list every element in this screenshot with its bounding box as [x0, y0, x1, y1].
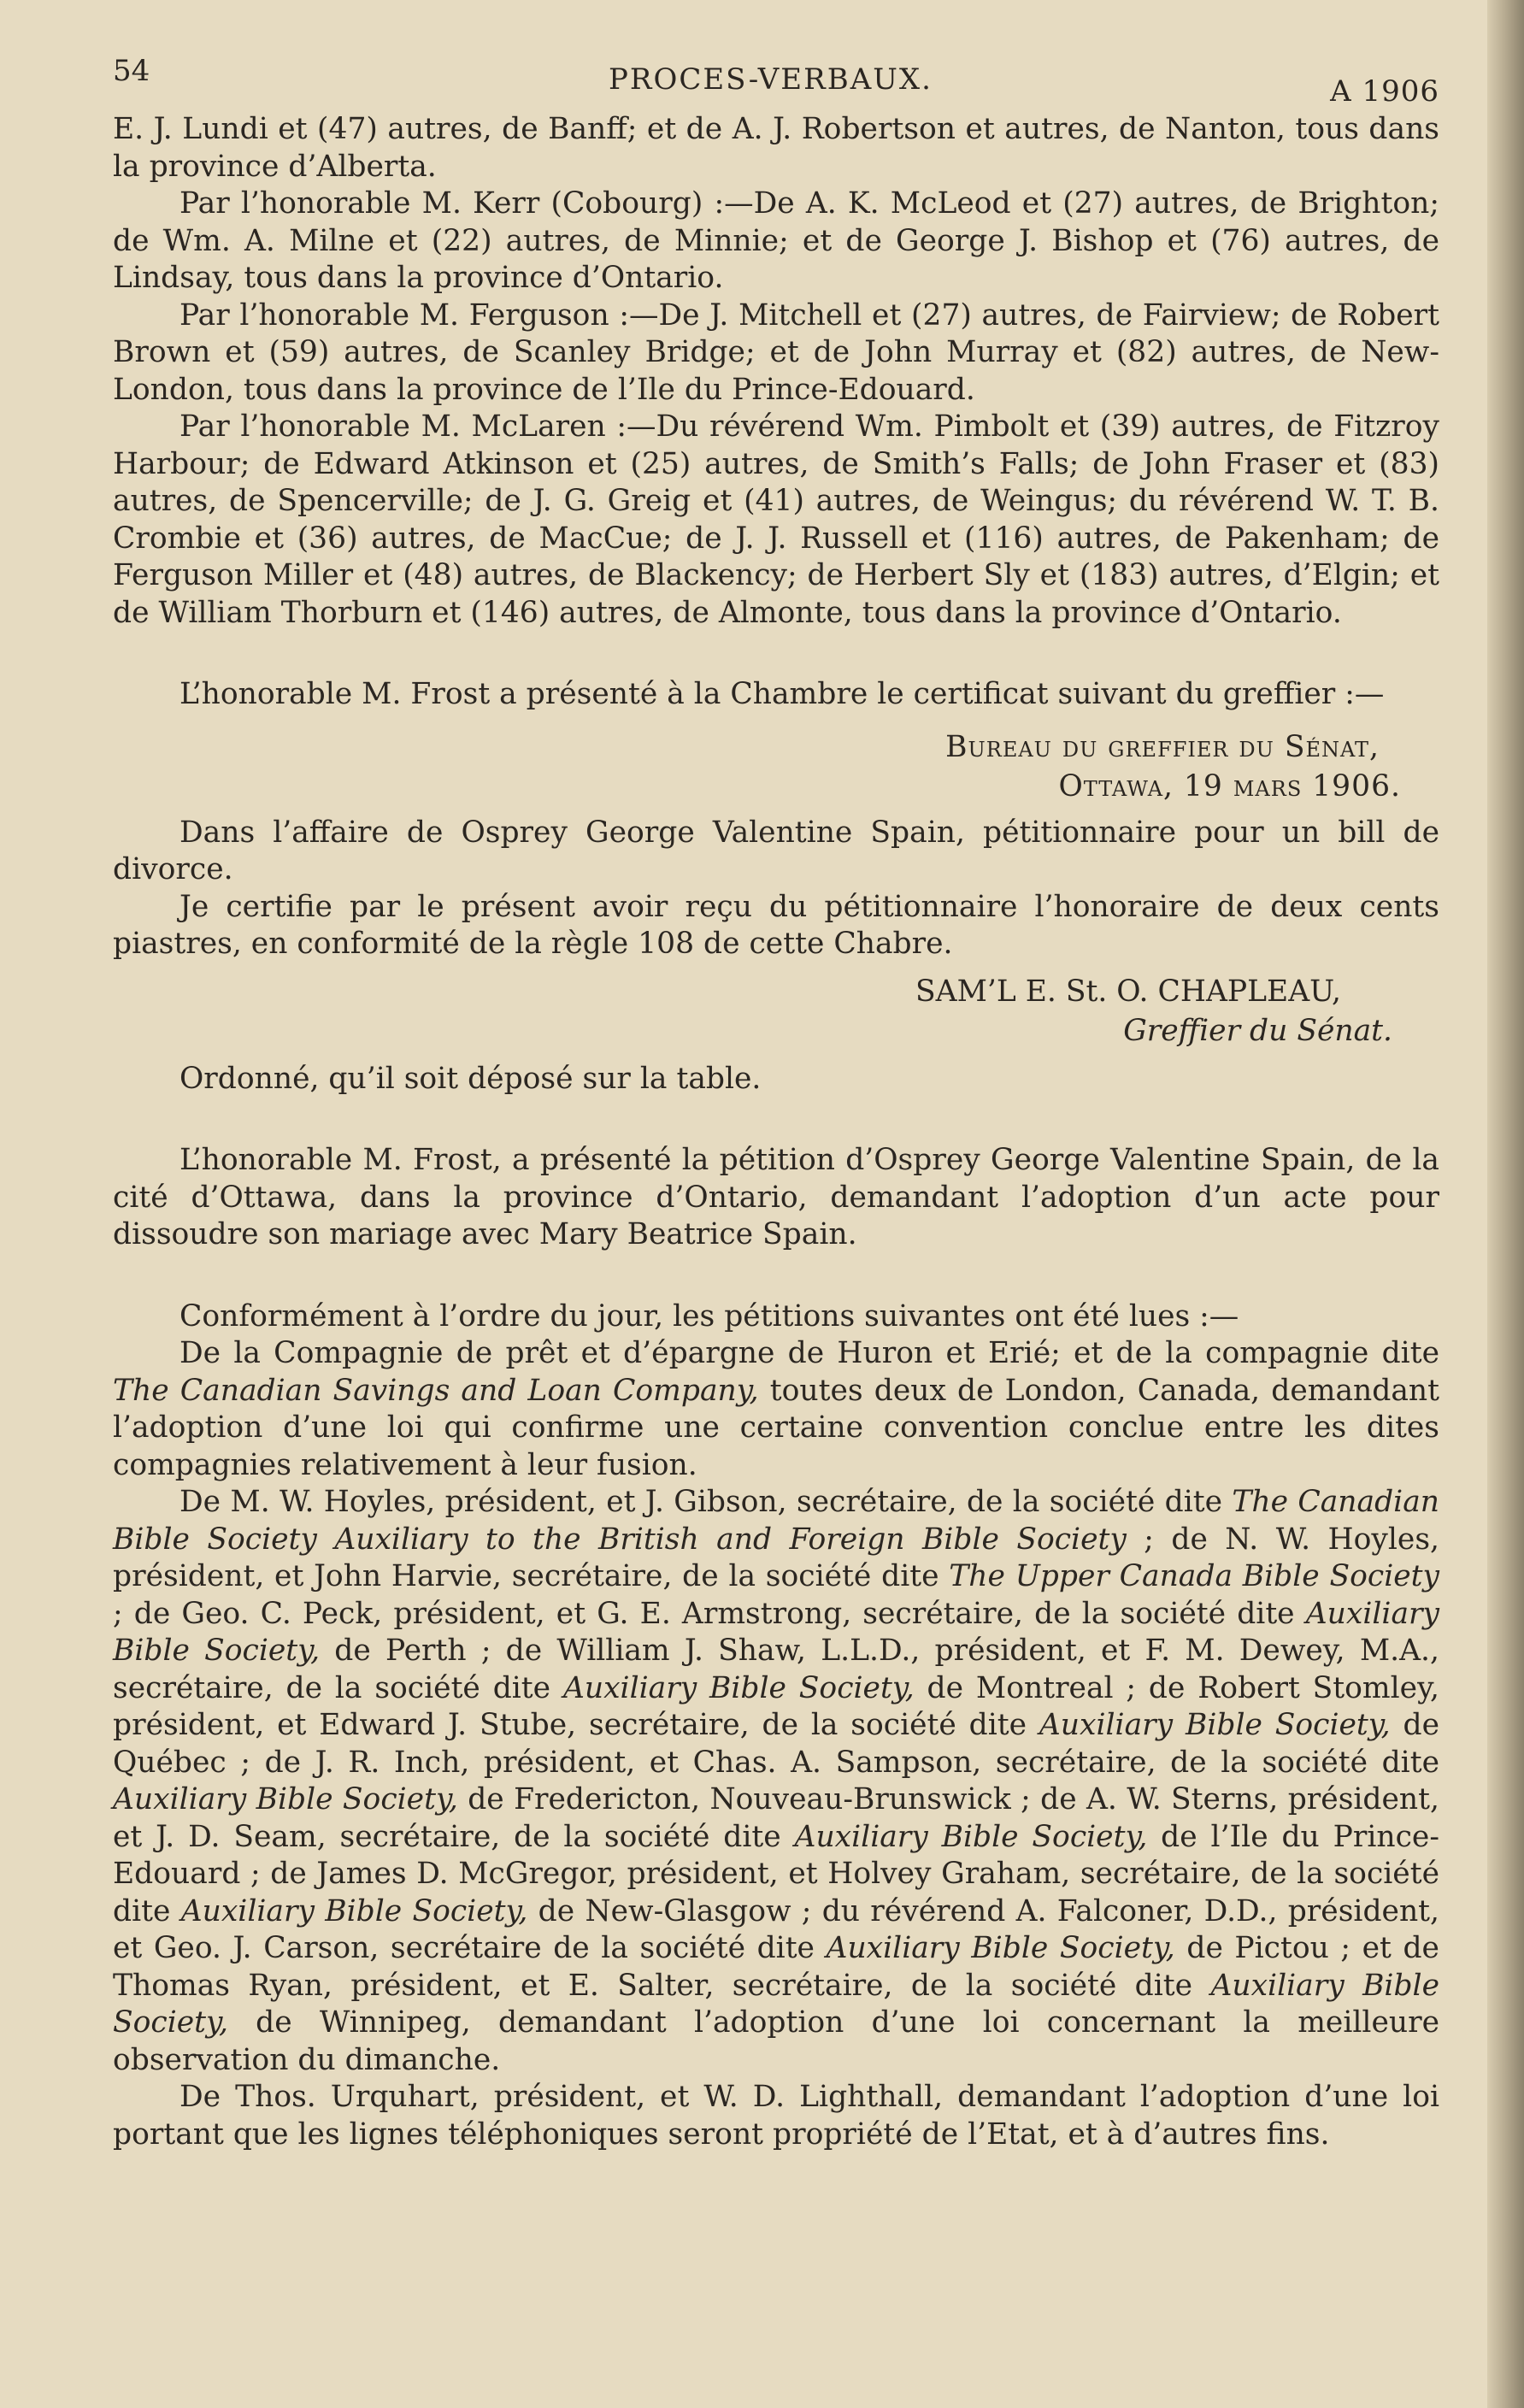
paragraph-spain-petition: L’honorable M. Frost, a présenté la pétition d’Osprey George Valentine Spain, de la cité d’Ottawa, dans la province d’Ontario, demandant l’adoption d’un acte pour dissoudre son mariage avec Mary Beatrice Spain.: [113, 1143, 1439, 1251]
society-name: The Canadian Bible Society Auxiliary to the British and Foreign Bible Society: [113, 1485, 1439, 1557]
signature-block: [113, 972, 1439, 1051]
page-binding-edge: [1487, 0, 1524, 2408]
society-name: The Upper Canada Bible Society: [949, 1559, 1440, 1593]
paragraph-ordered: Ordonné, qu’il soit déposé sur la table.: [179, 1061, 762, 1096]
society-name: Auxiliary Bible Society,: [826, 1931, 1175, 1965]
society-name: Auxiliary Bible Society,: [113, 1596, 1439, 1668]
paragraph-fee-certification: Je certifie par le présent avoir reçu du pétitionnaire l’honoraire de deux cents piastres, en conformité de la règle 108 de cette Chabre.: [113, 889, 1439, 961]
certificate-heading: [113, 727, 1439, 806]
running-title: PROCES-VERBAUX.: [609, 62, 933, 97]
society-name: Auxiliary Bible Society,: [562, 1670, 915, 1705]
society-name: Auxiliary Bible Society,: [113, 1782, 458, 1816]
paragraph-huron-erie: De la Compagnie de prêt et d’épargne de Huron et Erié; et de la compagnie dite The Canadian Savings and Loan Company, toutes deux de London, Canada, demandant l’adoption d’une loi qui confirme une certaine convention conclue entre les dites compagnies relativement à leur fusion.: [113, 1336, 1439, 1482]
paragraph-alberta-petitions: E. J. Lundi et (47) autres, de Banff; et de A. J. Robertson et autres, de Nanton, tous dans la province d’Alberta.: [113, 112, 1439, 184]
paragraph-divorce-matter: Dans l’affaire de Osprey George Valentine Spain, pétitionnaire pour un bill de divorce.: [113, 815, 1439, 886]
page-content: [113, 47, 1439, 2153]
page-number: 54: [113, 54, 150, 88]
company-name: The Canadian Savings and Loan Company,: [113, 1373, 759, 1408]
dateline: Ottawa, 19 mars 1906.: [1058, 768, 1401, 804]
paragraph-bible-societies: De M. W. Hoyles, président, et J. Gibson, secrétaire, de la société dite The Canadian Bible Society Auxiliary to the British and Foreign Bible Society ; de N. W. Hoyles, président, et John Harvie, secrétaire, de la société dite The Upper Canada Bible Society ; de Geo. C. Peck, président, et G. E. Armstrong, secrétaire, de la société dite Auxiliary Bible Society, de Perth ; de William J. Shaw, L.L.D., président, et F. M. Dewey, M.A., secrétaire, de la société dite Auxiliary Bible Society, de Montreal ; de Robert Stomley, président, et Edward J. Stube, secrétaire, de la société dite Auxiliary Bible Society, de Québec ; de J. R. Inch, président, et Chas. A. Sampson, secrétaire, de la société dite Auxiliary Bible Society, de Fredericton, Nouveau-Brunswick ; de A. W. Sterns, président, et J. D. Seam, secrétaire, de la société dite Auxiliary Bible Society, de l’Ile du Prince-Edouard ; de James D. McGregor, président, et Holvey Graham, secrétaire, de la société dite Auxiliary Bible Society, de New-Glasgow ; du révérend A. Falconer, D.D., président, et Geo. J. Carson, secrétaire de la société dite Auxiliary Bible Society, de Pictou ; et de Thomas Ryan, président, et E. Salter, secrétaire, de la société dite Auxiliary Bible Society, de Winnipeg, demandant l’adoption d’une loi concernant la meilleure observation du dimanche.: [113, 1485, 1440, 2077]
bureau-line: Bureau du greffier du Sénat,: [945, 729, 1380, 764]
society-name: Auxiliary Bible Society,: [1039, 1708, 1391, 1742]
paragraph-frost-certificate: L’honorable M. Frost a présenté à la Chambre le certificat suivant du greffier :—: [179, 677, 1385, 711]
page-header: [113, 47, 1439, 111]
society-name: Auxiliary Bible Society,: [113, 1968, 1439, 2040]
signature-name: SAM’L E. St. O. CHAPLEAU,: [915, 974, 1341, 1009]
paragraph-telephone-lines: De Thos. Urquhart, président, et W. D. Lighthall, demandant l’adoption d’une loi portant que les lignes téléphoniques seront propriété de l’Etat, et à d’autres fins.: [113, 2080, 1439, 2152]
paragraph-ferguson-petitions: Par l’honorable M. Ferguson :—De J. Mitchell et (27) autres, de Fairview; de Robert Brown et (59) autres, de Scanley Bridge; et de John Murray et (82) autres, de New-London, tous dans la province de l’Ile du Prince-Edouard.: [113, 297, 1439, 407]
session-year: A 1906: [1330, 74, 1439, 109]
society-name: Auxiliary Bible Society,: [794, 1819, 1148, 1854]
society-name: Auxiliary Bible Society,: [180, 1893, 528, 1928]
paragraph-mclaren-petitions: Par l’honorable M. McLaren :—Du révérend Wm. Pimbolt et (39) autres, de Fitzroy Harbour; de Edward Atkinson et (25) autres, de Smith’s Falls; de John Fraser et (83) autres, de Spencerville; de J. G. Greig et (41) autres, de Weingus; du révérend W. T. B. Crombie et (36) autres, de MacCue; de J. J. Russell et (116) autres, de Pakenham; de Ferguson Miller et (48) autres, de Blackency; de Herbert Sly et (183) autres, d’Elgin; et de William Thorburn et (146) autres, de Almonte, tous dans la province d’Ontario.: [113, 409, 1439, 630]
paragraph-kerr-petitions: Par l’honorable M. Kerr (Cobourg) :—De A. K. McLeod et (27) autres, de Brighton; de Wm. A. Milne et (22) autres, de Minnie; et de George J. Bishop et (76) autres, de Lindsay, tous dans la province d’Ontario.: [113, 186, 1439, 295]
paragraph-order-of-day: Conformément à l’ordre du jour, les pétitions suivantes ont été lues :—: [179, 1298, 1239, 1334]
signature-title: Greffier du Sénat.: [1123, 1013, 1392, 1048]
